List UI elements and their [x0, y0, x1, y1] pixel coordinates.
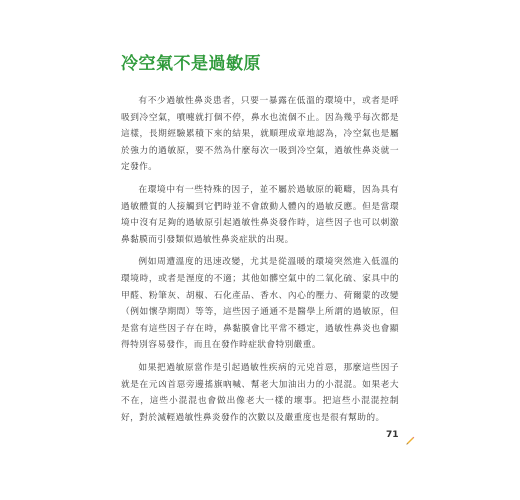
paragraph: 如果把過敏原當作是引起過敏性疾病的元兇首惡，那麼這些因子就是在元凶首惡旁邊搖旗吶喊、幫老大加油出力的小混混。如果老大不在，這些小混混也會做出像老大一樣的壞事。把這些小混混控制好，對於減輕過敏性鼻炎發作的次數以及嚴重度也是很有幫助的。 — [121, 362, 399, 423]
page-number: 71 — [386, 430, 399, 440]
paragraph: 有不少過敏性鼻炎患者，只要一暴露在低溫的環境中，或者是呼吸到冷空氣，噴嚏就打個不停，鼻水也流個不止。因為幾乎每次都是這樣，長期經驗累積下來的結果，就順理成章地認為，冷空氣也是屬於強力的過敏原，要不然為什麼每次一吸到冷空氣，過敏性鼻炎就一定發作。 — [121, 96, 399, 173]
paragraph: 例如周遭溫度的迅速改變，尤其是從溫暖的環境突然進入低溫的環境時，或者是溼度的不適；其他如髒空氣中的二氧化硫、家具中的甲醛、粉筆灰、胡椒、石化產品、香水、內心的壓力、荷爾蒙的改變（例如懷孕期間）等等，這些因子通通不是醫學上所謂的過敏原，但是當有這些因子存在時，鼻黏膜會比平常不穩定，過敏性鼻炎也會顯得特別容易發作，而且在發作時症狀會特別嚴重。 — [121, 257, 399, 351]
body-text — [121, 93, 399, 432]
page-title: 冷空氣不是過敏原 — [121, 54, 261, 74]
pencil-icon — [405, 430, 415, 440]
paragraph: 在環境中有一些特殊的因子，並不屬於過敏原的範疇，因為具有過敏體質的人接觸到它們時並不會啟動人體內的過敏反應。但是當環境中沒有足夠的過敏原引起過敏性鼻炎發作時，這些因子也可以刺激鼻黏膜而引發類似過敏性鼻炎症狀的出現。 — [121, 184, 399, 245]
page-footer — [386, 430, 415, 440]
